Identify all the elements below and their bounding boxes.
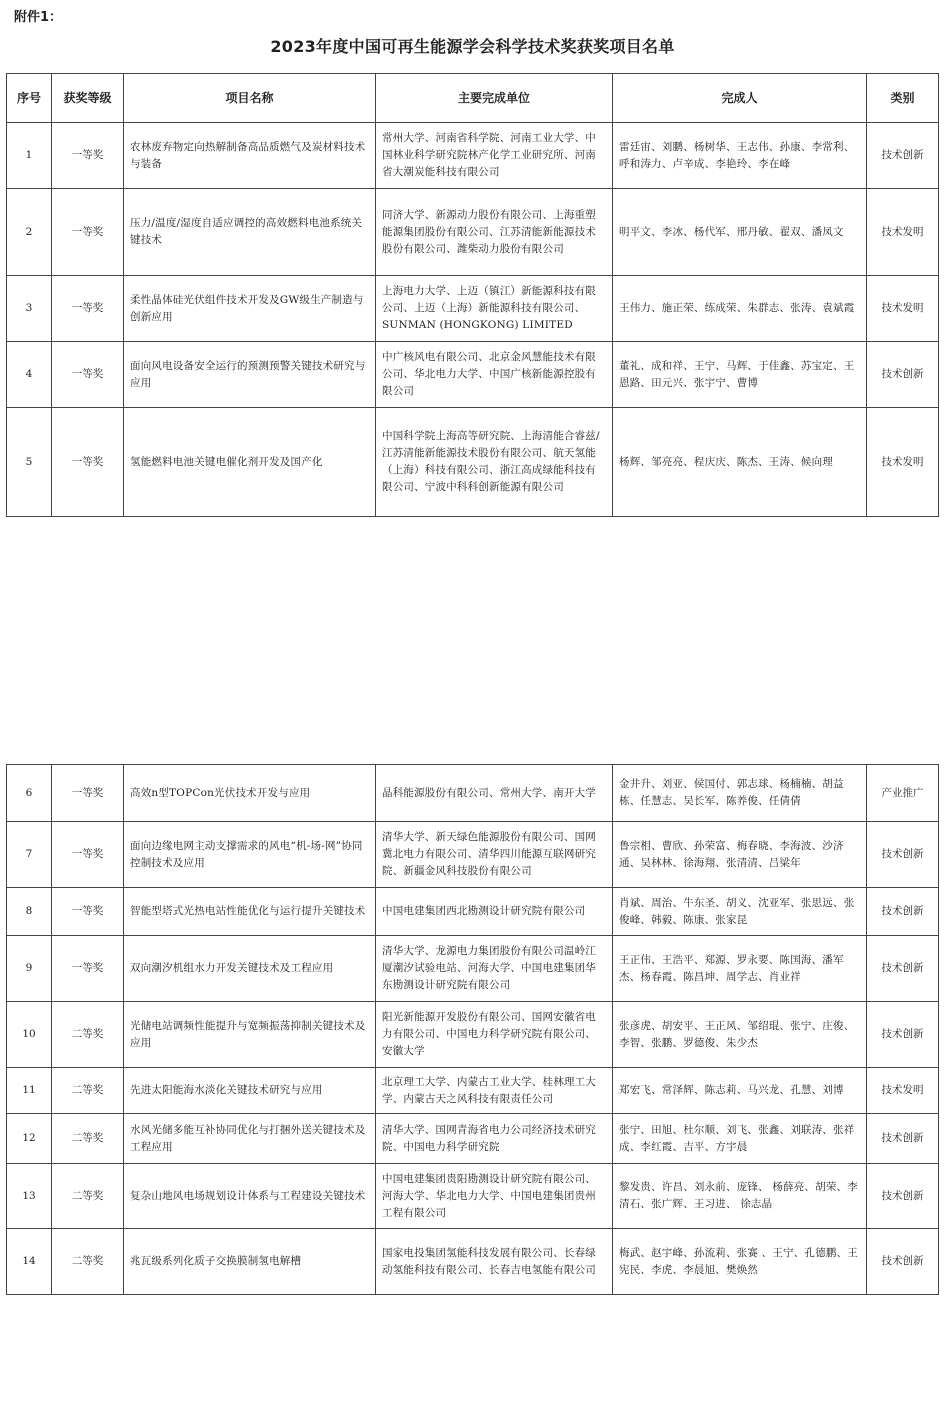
cell-units: 晶科能源股份有限公司、常州大学、南开大学 [376, 765, 613, 822]
cell-category: 技术创新 [867, 342, 939, 408]
cell-people: 梅武、赵宇峰、孙流莉、张赛 、王宁、孔德鹏、王宪民、李虎、李晨旭、樊焕然 [613, 1229, 867, 1295]
cell-units: 阳光新能源开发股份有限公司、国网安徽省电力有限公司、中国电力科学研究院有限公司、安徽大学 [376, 1002, 613, 1068]
page-title: 2023年度中国可再生能源学会科学技术奖获奖项目名单 [270, 37, 675, 56]
cell-category: 技术创新 [867, 1002, 939, 1068]
cell-name: 氢能燃料电池关键电催化剂开发及国产化 [124, 408, 376, 517]
cell-people: 杨辉、邹亮亮、程庆庆、陈杰、王涛、候向理 [613, 408, 867, 517]
cell-no: 3 [7, 276, 52, 342]
cell-level: 二等奖 [52, 1229, 124, 1295]
cell-units: 中国科学院上海高等研究院、上海清能合睿兹/江苏清能新能源技术股份有限公司、航天氢能（上海）科技有限公司、浙江高成绿能科技有限公司、宁波中科科创新能源有限公司 [376, 408, 613, 517]
cell-units: 清华大学、国网青海省电力公司经济技术研究院、中国电力科学研究院 [376, 1114, 613, 1164]
cell-people: 王正伟、王浩平、郑源、罗永要、陈国海、潘军杰、杨春霞、陈昌坤、周学志、肖业祥 [613, 936, 867, 1002]
cell-units: 国家电投集团氢能科技发展有限公司、长春绿动氢能科技有限公司、长春吉电氢能有限公司 [376, 1229, 613, 1295]
cell-no: 5 [7, 408, 52, 517]
cell-category: 技术创新 [867, 1164, 939, 1229]
cell-units: 北京理工大学、内蒙古工业大学、桂林理工大学、内蒙古天之风科技有限责任公司 [376, 1068, 613, 1114]
cell-level: 一等奖 [52, 822, 124, 888]
cell-category: 技术创新 [867, 888, 939, 936]
table-row [7, 822, 939, 888]
cell-units: 清华大学、龙源电力集团股份有限公司温岭江厦潮汐试验电站、河海大学、中国电建集团华东勘测设计研究院有限公司 [376, 936, 613, 1002]
cell-units: 清华大学、新天绿色能源股份有限公司、国网冀北电力有限公司、清华四川能源互联网研究院、新疆金风科技股份有限公司 [376, 822, 613, 888]
table-row [7, 1229, 939, 1295]
header-units: 主要完成单位 [376, 74, 613, 123]
cell-no: 8 [7, 888, 52, 936]
cell-level: 一等奖 [52, 276, 124, 342]
cell-units: 中国电建集团西北勘测设计研究院有限公司 [376, 888, 613, 936]
cell-name: 智能型塔式光热电站性能优化与运行提升关键技术 [124, 888, 376, 936]
cell-level: 二等奖 [52, 1068, 124, 1114]
cell-units: 中国电建集团贵阳勘测设计研究院有限公司、河海大学、华北电力大学、中国电建集团贵州工程有限公司 [376, 1164, 613, 1229]
cell-no: 10 [7, 1002, 52, 1068]
cell-name: 双向潮汐机组水力开发关键技术及工程应用 [124, 936, 376, 1002]
awards-table-part-1 [6, 73, 939, 517]
cell-people: 雷廷宙、刘鹏、杨树华、王志伟、孙康、李常利、呼和涛力、卢辛成、李艳玲、李在峰 [613, 123, 867, 189]
cell-category: 技术发明 [867, 408, 939, 517]
cell-units: 上海电力大学、上迈（镇江）新能源科技有限公司、上迈（上海）新能源科技有限公司、 SUNMAN (HONGKONG) LIMITED [376, 276, 613, 342]
cell-people: 董礼、成和祥、王宁、马辉、于佳鑫、苏宝定、王恩路、田元兴、张宇宁、曹博 [613, 342, 867, 408]
cell-people: 郑宏飞、常泽辉、陈志莉、马兴龙、孔慧、刘博 [613, 1068, 867, 1114]
cell-people: 黎发贵、许昌、刘永前、庞锋、 杨薛亮、胡荣、李清石、张广辉、王习进、 徐志晶 [613, 1164, 867, 1229]
table-row [7, 276, 939, 342]
table-row [7, 888, 939, 936]
cell-level: 一等奖 [52, 408, 124, 517]
cell-no: 11 [7, 1068, 52, 1114]
table-header-row [7, 74, 939, 123]
cell-name: 水风光储多能互补协同优化与打捆外送关键技术及工程应用 [124, 1114, 376, 1164]
cell-units: 中广核风电有限公司、北京金风慧能技术有限公司、华北电力大学、中国广核新能源控股有限公司 [376, 342, 613, 408]
cell-no: 6 [7, 765, 52, 822]
cell-no: 7 [7, 822, 52, 888]
cell-category: 技术发明 [867, 1068, 939, 1114]
cell-name: 高效n型TOPCon光伏技术开发与应用 [124, 765, 376, 822]
cell-category: 技术创新 [867, 123, 939, 189]
cell-units: 同济大学、新源动力股份有限公司、上海重塑能源集团股份有限公司、江苏清能新能源技术股份有限公司、潍柴动力股份有限公司 [376, 189, 613, 276]
cell-no: 13 [7, 1164, 52, 1229]
cell-category: 技术创新 [867, 1114, 939, 1164]
table-row [7, 342, 939, 408]
cell-level: 一等奖 [52, 342, 124, 408]
cell-name: 面向边缘电网主动支撑需求的风电“机-场-网”协同控制技术及应用 [124, 822, 376, 888]
table-row [7, 123, 939, 189]
cell-category: 技术创新 [867, 936, 939, 1002]
table-row [7, 936, 939, 1002]
cell-name: 先进太阳能海水淡化关键技术研究与应用 [124, 1068, 376, 1114]
cell-category: 技术发明 [867, 189, 939, 276]
table-row [7, 1068, 939, 1114]
header-category: 类别 [867, 74, 939, 123]
cell-name: 复杂山地风电场规划设计体系与工程建设关键技术 [124, 1164, 376, 1229]
cell-people: 明平文、李冰、杨代军、邢丹敏、翟双、潘凤文 [613, 189, 867, 276]
cell-level: 一等奖 [52, 765, 124, 822]
table-row [7, 189, 939, 276]
attachment-label: 附件1： [14, 10, 63, 25]
cell-level: 二等奖 [52, 1164, 124, 1229]
header-level: 获奖等级 [52, 74, 124, 123]
header-people: 完成人 [613, 74, 867, 123]
cell-people: 肖斌、周治、牛东圣、胡义、沈亚军、张思远、张俊峰、韩毅、陈康、张家昆 [613, 888, 867, 936]
cell-people: 张彦虎、胡安平、王正风、邹绍琨、张宁、庄俊、李智、张鹏、罗德俊、朱少杰 [613, 1002, 867, 1068]
cell-no: 9 [7, 936, 52, 1002]
cell-people: 鲁宗相、曹欣、孙荣富、梅春晓、李海波、沙济通、吴林林、徐海翔、张清清、吕梁年 [613, 822, 867, 888]
cell-people: 王伟力、施正荣、练成荣、朱群志、张涛、袁斌霞 [613, 276, 867, 342]
cell-no: 4 [7, 342, 52, 408]
cell-people: 金井升、刘亚、侯国付、郭志球、杨楠楠、胡益栋、任慧志、吴长军、陈养俊、任倩倩 [613, 765, 867, 822]
cell-no: 2 [7, 189, 52, 276]
cell-no: 1 [7, 123, 52, 189]
cell-category: 产业推广 [867, 765, 939, 822]
cell-people: 张宁、田旭、杜尔顺、刘飞、张鑫、刘联涛、张祥成、李红霞、吉平、方宇晨 [613, 1114, 867, 1164]
cell-level: 二等奖 [52, 1002, 124, 1068]
cell-name: 压力/温度/湿度自适应调控的高效燃料电池系统关键技术 [124, 189, 376, 276]
table-row [7, 1164, 939, 1229]
header-no: 序号 [7, 74, 52, 123]
cell-category: 技术创新 [867, 822, 939, 888]
cell-name: 光储电站调频性能提升与宽频振荡抑制关键技术及应用 [124, 1002, 376, 1068]
table-row [7, 765, 939, 822]
cell-no: 14 [7, 1229, 52, 1295]
cell-category: 技术创新 [867, 1229, 939, 1295]
cell-level: 一等奖 [52, 189, 124, 276]
awards-table-part-2 [6, 764, 939, 1295]
cell-no: 12 [7, 1114, 52, 1164]
cell-level: 一等奖 [52, 936, 124, 1002]
cell-category: 技术发明 [867, 276, 939, 342]
cell-name: 面向风电设备安全运行的预测预警关键技术研究与应用 [124, 342, 376, 408]
table-row [7, 1002, 939, 1068]
cell-name: 兆瓦级系列化质子交换膜制氢电解槽 [124, 1229, 376, 1295]
cell-name: 农林废弃物定向热解制备高品质燃气及炭材料技术与装备 [124, 123, 376, 189]
header-name: 项目名称 [124, 74, 376, 123]
table-row [7, 1114, 939, 1164]
cell-name: 柔性晶体硅光伏组件技术开发及GW级生产制造与创新应用 [124, 276, 376, 342]
table-row [7, 408, 939, 517]
cell-units: 常州大学、河南省科学院、河南工业大学、中国林业科学研究院林产化学工业研究所、河南省大潮炭能科技有限公司 [376, 123, 613, 189]
cell-level: 二等奖 [52, 1114, 124, 1164]
cell-level: 一等奖 [52, 888, 124, 936]
cell-level: 一等奖 [52, 123, 124, 189]
